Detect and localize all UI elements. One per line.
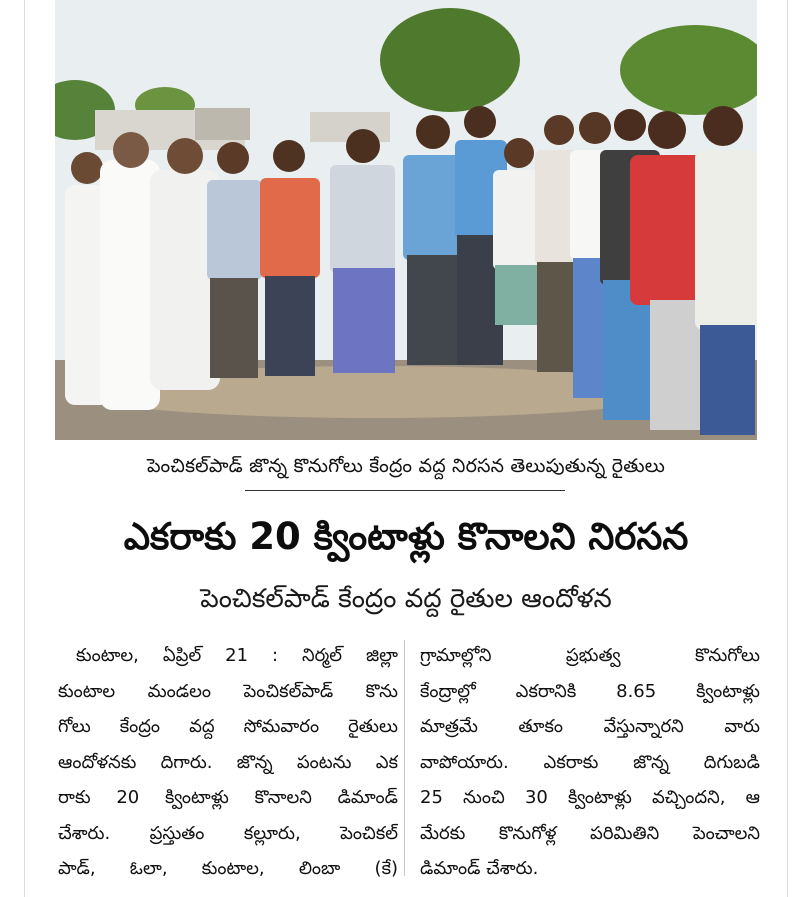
article-line: మాత్రమే తూకం వేస్తున్నారని వారు [420,716,760,737]
article-column-right [420,638,760,888]
article-line: గోలు కేంద్రం వద్ద సోమవారం రైతులు [58,716,398,737]
article-line: కుంటాల మండలం పెంచికల్‌పాడ్ కొను [58,680,398,702]
article-line: కుంటాల, ఏప్రిల్ 21 : నిర్మల్ జిల్లా [76,645,398,666]
article-line: రాకు 20 క్వింటాళ్లు కొనాలని డిమాండ్ [58,787,398,808]
subheadline: పెంచికల్‌పాడ్ కేంద్రం వద్ద రైతుల ఆందోళన [200,584,612,614]
article-line: గ్రామాల్లోని ప్రభుత్వ కొనుగోలు [420,645,760,666]
caption-divider [245,490,565,491]
article-line: 25 నుంచి 30 క్వింటాళ్లు వచ్చిందని, ఆ [420,787,760,808]
photo-caption: పెంచికల్‌పాడ్ జొన్న కొనుగోలు కేంద్రం వద్ద నిరసన తెలుపుతున్న రైతులు [146,455,666,477]
article-line: పాడ్, ఓలా, కుంటాల, లింబా (కే) [58,858,398,879]
article-line: మేరకు కొనుగోళ్ల పరిమితిని పెంచాలని [420,822,760,844]
article-line: డిమాండ్ చేశారు. [420,858,539,879]
newspaper-clipping [24,0,788,897]
article-line: వాపోయారు. ఎకరాకు జొన్న దిగుబడి [420,751,760,773]
article-line: చేశారు. ప్రస్తుతం కల్లూరు, పెంచికల్ [58,822,398,844]
article-line: కేంద్రాల్లో ఎకరానికి 8.65 క్వింటాళ్లు [420,680,760,702]
news-photo [55,0,757,440]
article-column-left [58,638,398,888]
column-divider [404,640,405,876]
farmers-protest-photo [55,0,757,440]
headline: ఎకరాకు 20 క్వింటాళ్లు కొనాలని నిరసన [123,515,689,558]
article-line: ఆందోళనకు దిగారు. జొన్న పంటను ఎక [58,751,398,773]
